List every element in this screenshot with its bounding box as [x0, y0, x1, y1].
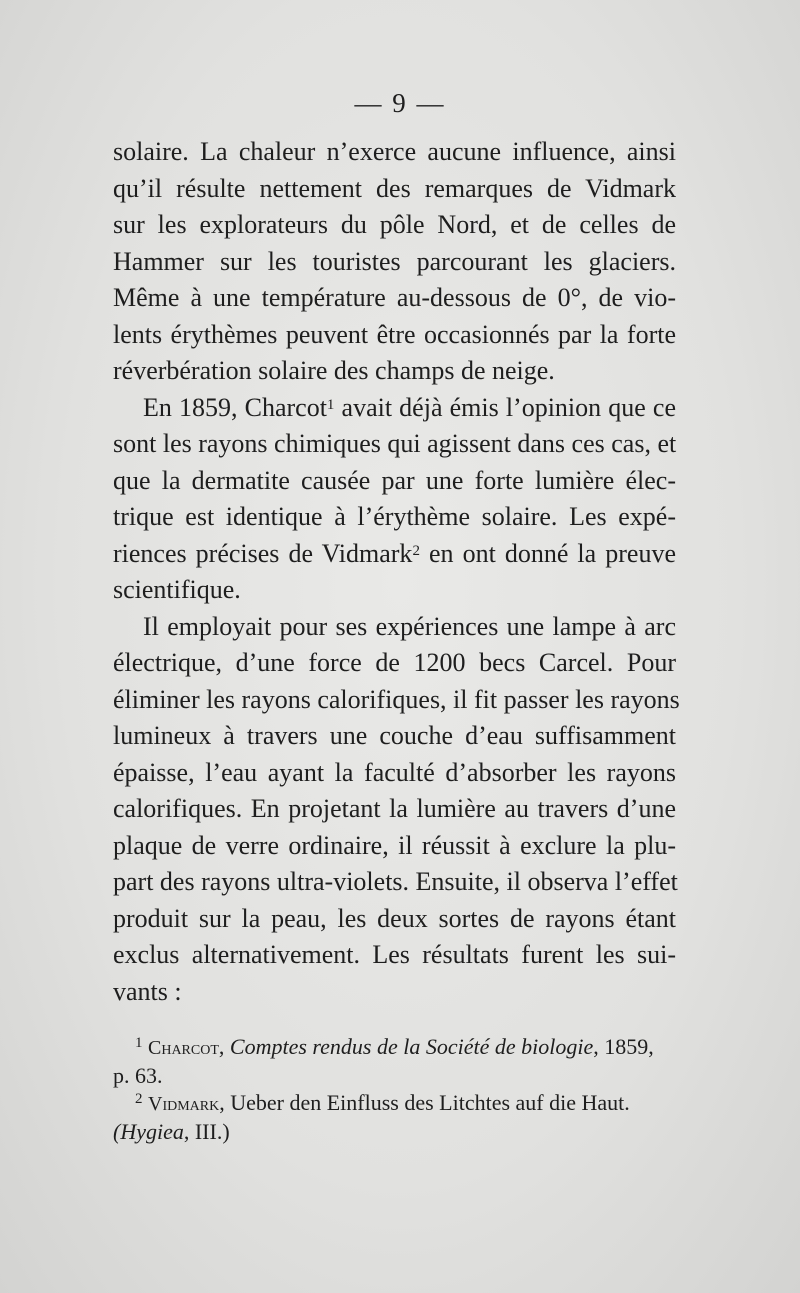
text-line: qu’il résulte nettement des remarques de Vidmark: [113, 173, 676, 203]
text-line: riences précises de Vidmark$^2$ en ont donné la preuve: [113, 538, 676, 568]
text-line: exclus alternativement. Les résultats furent les sui-: [113, 940, 676, 969]
paragraph-3: [113, 609, 680, 1011]
footnote-number: 2: [135, 1091, 143, 1107]
text-line: vants :: [113, 976, 182, 1006]
footnote-2: $^2$ Vidmark, Ueber den Einfluss des Litchtes auf die Haut.: [135, 1090, 630, 1115]
text-line: scientifique.: [113, 575, 241, 604]
text-line: réverbération solaire des champs de neige.: [113, 356, 555, 385]
text-line: part des rayons ultra-violets. Ensuite, il observa l’effet: [113, 867, 678, 896]
text-line: sur les explorateurs du pôle Nord, et de celles de: [113, 210, 676, 239]
text-line: plaque de verre ordinaire, il réussit à exclure la plu-: [113, 830, 676, 860]
text-line: lents érythèmes peuvent être occasionnés par la forte: [113, 319, 676, 349]
footnote-number: 1: [135, 1035, 143, 1051]
text-line: trique est identique à l’érythème solaire. Les expé-: [113, 502, 676, 531]
text-line: produit sur la peau, les deux sortes de rayons étant: [113, 903, 676, 933]
footnote-author: Vidmark: [148, 1093, 220, 1115]
text-line: éliminer les rayons calorifiques, il fit passer les rayons: [113, 684, 680, 714]
footnote-ref-2: 2: [412, 542, 420, 559]
text-line: Même à une température au-dessous de 0°, de vio-: [113, 283, 676, 312]
text-line: sont les rayons chimiques qui agissent dans ces cas, et: [113, 429, 677, 458]
text-line: lumineux à travers une couche d’eau suffisamment: [113, 721, 676, 750]
paragraph-1: [113, 134, 676, 390]
footnote-2-continuation: (Hygiea, III.): [113, 1119, 230, 1144]
text-line: Hammer sur les touristes parcourant les glaciers.: [113, 246, 676, 276]
footnote-title: Comptes rendus de la Société de biologie: [229, 1034, 594, 1059]
text-line: Il employait pour ses expériences une lampe à arc: [143, 611, 676, 641]
footnote-author: Charcot: [148, 1037, 219, 1059]
page-number: — 9 —: [354, 88, 446, 118]
text-line: épaisse, l’eau ayant la faculté d’absorber les rayons: [113, 757, 676, 787]
footnote-ref-1: 1: [326, 396, 335, 413]
text-line: calorifiques. En projetant la lumière au travers d’une: [113, 794, 676, 823]
text-line: que la dermatite causée par une forte lumière élec-: [113, 465, 676, 495]
paragraph-2: [113, 390, 676, 609]
text-line: solaire. La chaleur n’exerce aucune influence, ainsi: [113, 137, 676, 166]
footnote-1: $^1$ Charcot, Comptes rendus de la Société de biologie, 1859,: [135, 1034, 654, 1059]
body-text: [113, 134, 680, 1010]
footnote-1-continuation: p. 63.: [113, 1063, 163, 1088]
text-line: En 1859, Charcot$^1$ avait déjà émis l’opinion que ce: [143, 392, 676, 422]
text-line: électrique, d’une force de 1200 becs Carcel. Pour: [113, 648, 676, 677]
footnotes: [113, 1033, 676, 1145]
